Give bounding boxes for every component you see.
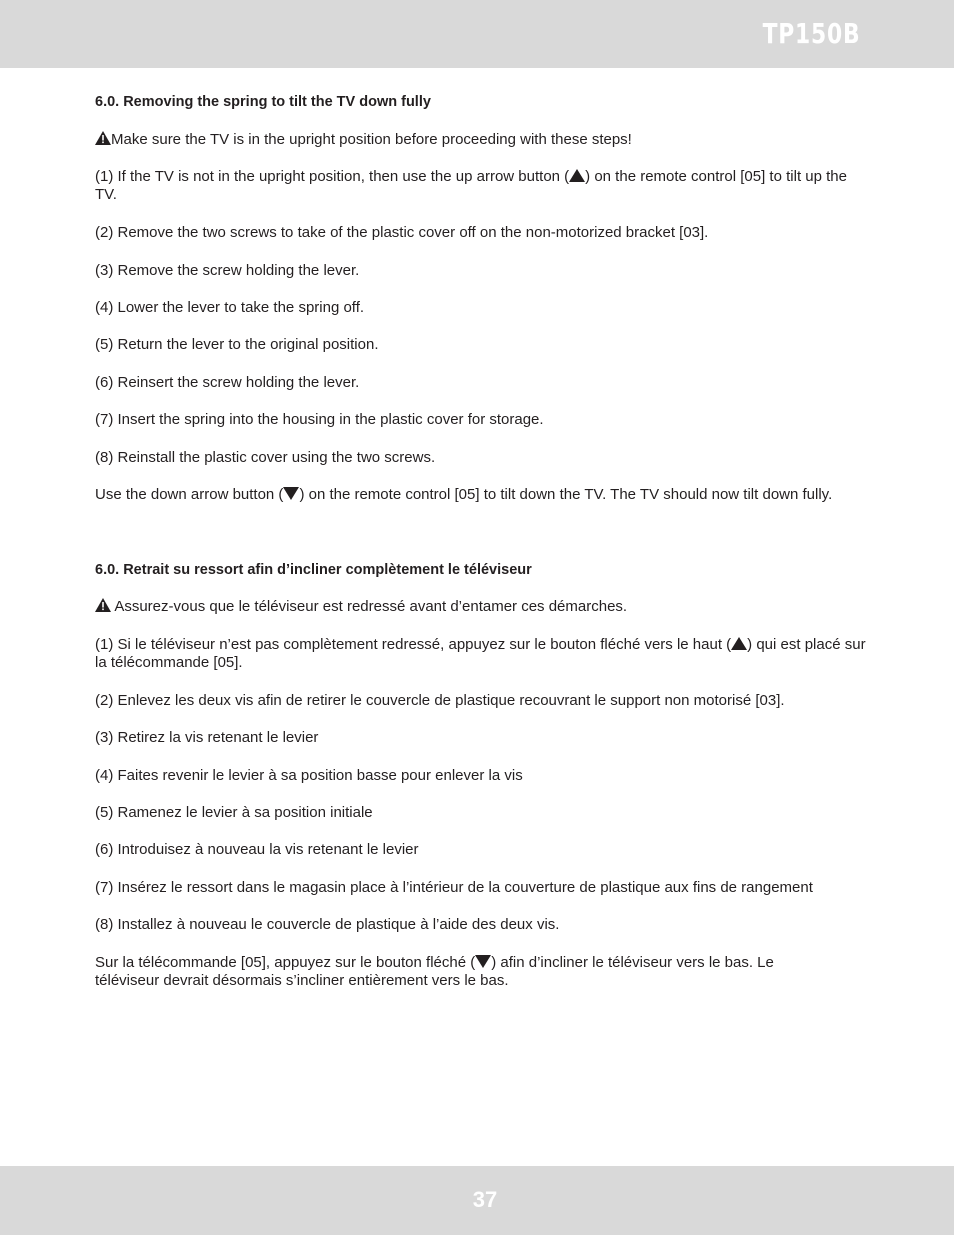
section-title-fr: 6.0. Retrait su ressort afin d’incliner complètement le téléviseur [95,562,532,578]
down-arrow-icon [283,487,299,500]
step-text: (4) Faites revenir le levier à sa position basse pour enlever la vis [95,767,523,784]
french-section [95,561,870,579]
step-3-en [95,262,870,280]
step-text: ) afin d’incliner le téléviseur vers le bas. Le téléviseur devrait désormais s’incliner entièrement vers le bas. [95,954,774,989]
warning-triangle-icon [95,131,111,145]
step-text: (1) Si le téléviseur n’est pas complètement redressé, appuyez sur le bouton fléché vers le haut ( [95,636,732,653]
step-text: (8) Reinstall the plastic cover using the two screws. [95,449,436,466]
step-1-fr [95,636,870,672]
step-text: (5) Ramenez le levier à sa position initiale [95,804,373,821]
up-arrow-icon [569,169,585,182]
warning-text: Assurez-vous que le téléviseur est redressé avant d’entamer ces démarches. [111,598,628,615]
step-4-fr [95,767,870,785]
down-arrow-icon [475,955,491,968]
warning-triangle-icon [95,598,111,612]
page-footer [0,1166,954,1235]
step-5-en [95,336,870,354]
step-6-fr [95,841,870,859]
model-name: TP150B [762,17,860,50]
step-text: (3) Retirez la vis retenant le levier [95,729,319,746]
step-7-fr [95,879,885,897]
step-8-en [95,449,870,467]
step-text: (2) Enlevez les deux vis afin de retirer le couvercle de plastique recouvrant le support non motorisé [03]. [95,692,785,709]
step-text: (1) If the TV is not in the upright position, then use the up arrow button ( [95,168,570,185]
step-5-fr [95,804,870,822]
page-number: 37 [472,1187,498,1212]
step-text: Use the down arrow button ( [95,486,284,503]
step-text: ) qui est placé sur la télécommande [05]. [95,636,866,671]
final-en [95,486,885,504]
step-text: (6) Introduisez à nouveau la vis retenant le levier [95,841,419,858]
step-text: (8) Installez à nouveau le couvercle de plastique à l’aide des deux vis. [95,916,560,933]
page-header [0,0,954,68]
step-text: (7) Insérez le ressort dans le magasin place à l’intérieur de la couverture de plastique aux fins de rangement [95,879,813,896]
warning-text: Make sure the TV is in the upright position before proceeding with these steps! [111,131,632,148]
warning-en [95,131,870,149]
step-3-fr [95,729,870,747]
step-text: Sur la télécommande [05], appuyez sur le bouton fléché ( [95,954,476,971]
step-text: (6) Reinsert the screw holding the lever. [95,374,360,391]
section-title-en: 6.0. Removing the spring to tilt the TV down fully [95,94,431,110]
step-text: (7) Insert the spring into the housing in the plastic cover for storage. [95,411,544,428]
step-text: (5) Return the lever to the original position. [95,336,379,353]
step-2-fr [95,692,885,710]
step-text: (4) Lower the lever to take the spring off. [95,299,365,316]
step-4-en [95,299,870,317]
up-arrow-icon [731,637,747,650]
final-fr [95,954,815,990]
step-2-en [95,224,870,242]
step-text: (3) Remove the screw holding the lever. [95,262,360,279]
step-6-en [95,374,870,392]
english-section [95,93,870,111]
step-8-fr [95,916,870,934]
warning-fr [95,598,870,616]
step-1-en [95,168,870,204]
step-7-en [95,411,870,429]
step-text: ) on the remote control [05] to tilt down the TV. The TV should now tilt down fully. [299,486,833,503]
step-text: (2) Remove the two screws to take of the plastic cover off on the non-motorized bracket [03]. [95,224,709,241]
step-text: ) on the remote control [05] to tilt up the TV. [95,168,847,203]
